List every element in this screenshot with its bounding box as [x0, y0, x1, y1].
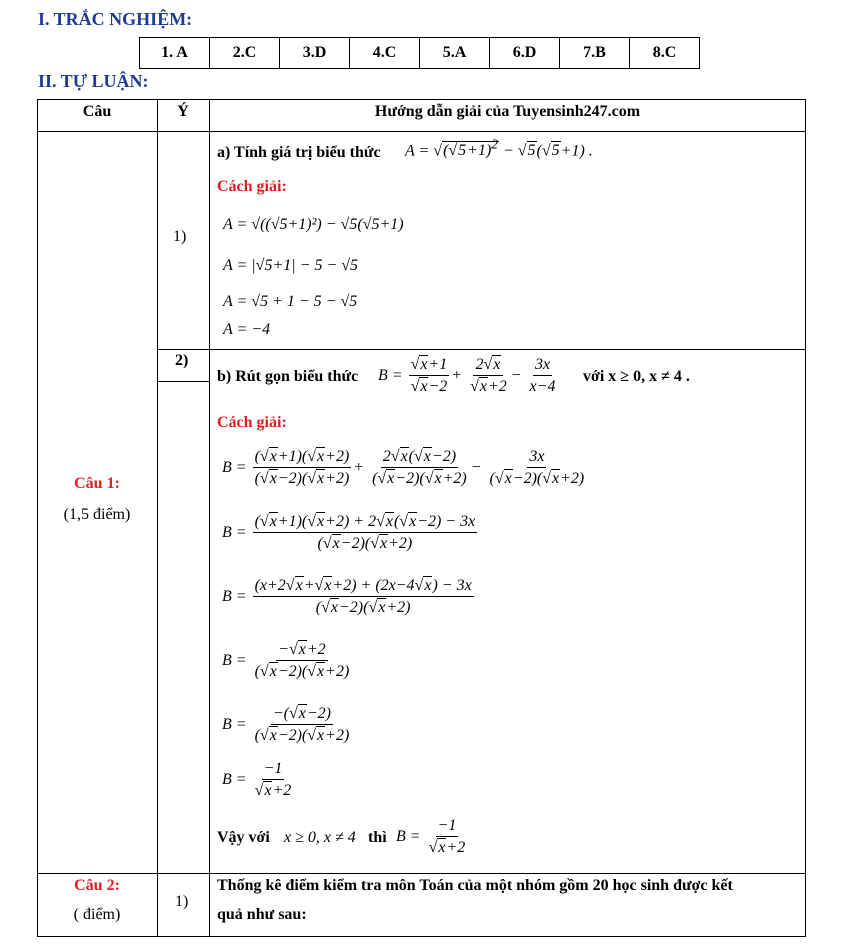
- answer-cell: 5.A: [420, 38, 490, 69]
- answer-cell: 4.C: [350, 38, 420, 69]
- header-guide: Hướng dẫn giải của Tuyensinh247.com: [374, 103, 641, 120]
- row-divider: [37, 873, 806, 874]
- part-b-method: Cách giải:: [217, 414, 287, 431]
- col-divider: [209, 99, 210, 937]
- answer-cell: 3.D: [280, 38, 350, 69]
- part-b-prompt: b) Rút gọn biểu thức: [217, 368, 359, 385]
- part-a-step-1: A = √((√5+1)²) − √5(√5+1): [223, 216, 404, 233]
- answer-cell: 6.D: [490, 38, 560, 69]
- section-2-title: II. TỰ LUẬN:: [38, 71, 149, 91]
- section-1-title: I. TRẮC NGHIỆM:: [38, 9, 193, 29]
- col-divider: [157, 99, 158, 937]
- part-3-index: 1): [175, 893, 189, 910]
- answer-key-table: [139, 37, 700, 69]
- part-2-index: 2): [175, 352, 189, 369]
- conclusion-condition: x ≥ 0, x ≠ 4: [284, 829, 356, 846]
- question-2-points: ( điểm): [73, 906, 121, 923]
- part-a-step-3: A = √5 + 1 − 5 − √5: [223, 293, 358, 310]
- part-b-step-1: B = $\frac{(√x+1)(√x+2)}{(√x-2)(√x+2)}$ + $\frac{2√x(√x-2)}{(√x-2)(√x+2)}$ − $\frac{3x}{(√x-2)(√x+2)}$: [222, 448, 585, 487]
- part-1-index: 1): [173, 228, 187, 245]
- header-cau: Câu: [82, 103, 112, 120]
- question-2-text-line-1: Thống kê điểm kiểm tra môn Toán của một nhóm gồm 20 học sinh được kết: [217, 877, 733, 894]
- answer-cell: 2.C: [210, 38, 280, 69]
- part-b-step-3: B = $\frac{(x+2√x+√x+2) + (2x-4√x) - 3x}{(√x-2)(√x+2)}$: [222, 577, 472, 616]
- part-b-condition: với x ≥ 0, x ≠ 4 .: [583, 368, 690, 385]
- part-b-step-2: B = $\frac{(√x+1)(√x+2) + 2√x(√x-2) - 3x}{(√x-2)(√x+2)}$: [222, 513, 476, 552]
- conclusion-lead: Vậy với: [217, 829, 270, 846]
- row-divider: [37, 131, 806, 132]
- question-1-points: (1,5 điểm): [63, 506, 131, 523]
- row-divider: [157, 381, 209, 382]
- conclusion-result: B = $\frac{-1}{√x+2}$: [396, 817, 466, 856]
- part-b-step-4: B = $\frac{-√x+2}{(√x-2)(√x+2)}$: [222, 641, 350, 680]
- part-a-method: Cách giải:: [217, 178, 287, 195]
- part-a-step-2: A = |√5+1| − 5 − √5: [223, 257, 359, 274]
- question-2-text-line-2: quả như sau:: [217, 906, 307, 923]
- part-a-step-4: A = −4: [223, 321, 271, 338]
- answer-cell: 8.C: [630, 38, 700, 69]
- answer-cell: 7.B: [560, 38, 630, 69]
- part-b-expression: B = $\frac{√x+1}{√x-2}$ + $\frac{2√x}{√x+2}$ − $\frac{3x}{x-4}$: [378, 356, 556, 395]
- question-1-label: Câu 1:: [74, 475, 120, 492]
- header-y: Ý: [177, 103, 189, 120]
- question-2-label: Câu 2:: [74, 877, 120, 894]
- conclusion-then: thì: [368, 829, 387, 846]
- part-b-step-5: B = $\frac{-(√x-2)}{(√x-2)(√x+2)}$: [222, 705, 350, 744]
- part-a-prompt: a) Tính giá trị biểu thức: [217, 144, 381, 161]
- answer-cell: 1. A: [140, 38, 210, 69]
- part-a-expression: $A = √(√5+1)^2 - √5(√5+1)$ .: [405, 137, 593, 160]
- row-divider: [157, 349, 806, 350]
- part-b-step-6: B = $\frac{-1}{√x+2}$: [222, 760, 292, 799]
